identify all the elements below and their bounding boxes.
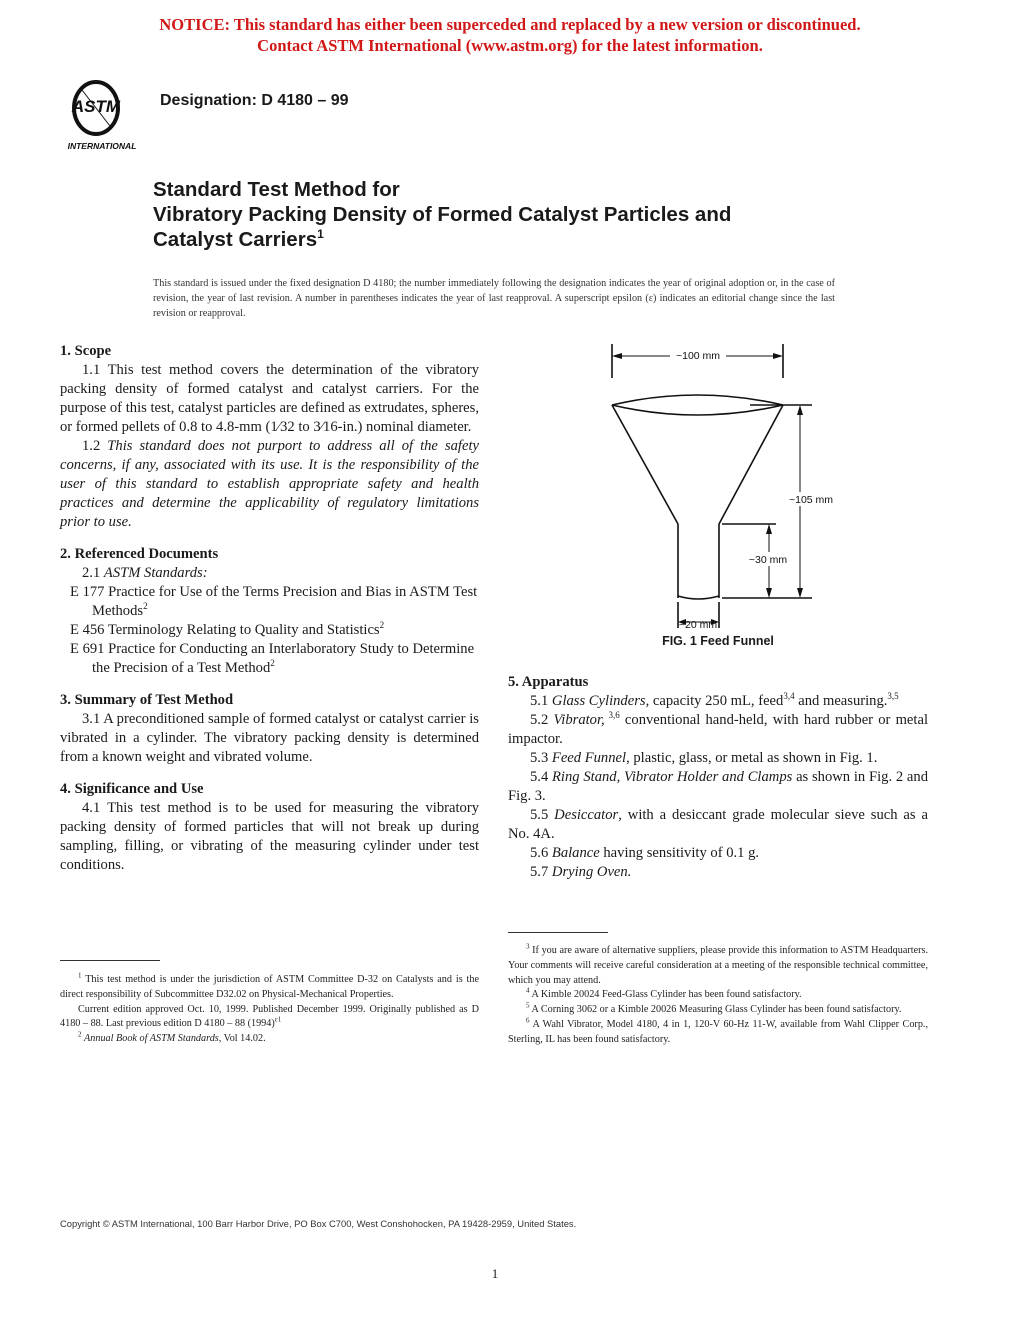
footnote-3 xyxy=(508,944,928,988)
section-3-1: 3.1 A preconditioned sample of formed catalyst or catalyst carrier is vibrated in a cylinder. The vibratory packing density is determined from a known weight and vibrated volume. xyxy=(60,711,479,765)
section-2-1-number: 2.1 xyxy=(82,565,101,581)
notice-line-2: Contact ASTM International (www.astm.org) for the latest information. xyxy=(257,36,763,55)
ref-e691-fn[interactable]: 2 xyxy=(270,658,275,669)
dim-bottom-label: ~20 mm xyxy=(678,619,718,631)
section-1-2-text: This standard does not purport to address all of the safety concerns, if any, associated with its use. It is the responsibility of the user of this standard to establish appropriate safety and health practices and determine the applicability of regulatory limitations prior to use. xyxy=(60,438,479,530)
title-line-2: Vibratory Packing Density of Formed Catalyst Particles and xyxy=(153,203,732,226)
designation: Designation: D 4180 – 99 xyxy=(160,92,349,109)
copyright-line: Copyright © ASTM International, 100 Barr Harbor Drive, PO Box C700, West Conshohocken, PA 19428-2959, United States. xyxy=(60,1218,577,1229)
apparatus-5-4-number: 5.4 xyxy=(530,769,549,785)
apparatus-5-5 xyxy=(508,806,928,844)
figure-caption: FIG. 1 Feed Funnel xyxy=(662,634,774,648)
svg-text:INTERNATIONAL: INTERNATIONAL xyxy=(67,141,137,151)
footnote-4 xyxy=(508,988,928,1003)
apparatus-5-5-number: 5.5 xyxy=(530,807,549,823)
section-2-1 xyxy=(60,564,479,583)
apparatus-5-2-number: 5.2 xyxy=(530,712,549,728)
ref-e177 xyxy=(60,583,479,621)
apparatus-5-1-fn-a[interactable]: 3,4 xyxy=(783,691,795,702)
footnote-1-epsilon: ε1 xyxy=(274,1016,282,1024)
ref-e177-text: E 177 Practice for Use of the Terms Precision and Bias in ASTM Test Methods xyxy=(70,584,478,619)
section-1-1: 1.1 This test method covers the determination of the vibratory packing density of formed catalyst and catalyst carriers. For the purpose of this test, catalyst particles are defined as extrudates, spheres, or formed pellets of 0.8 to 4.8-mm (1⁄32 to 3⁄16-in.) nominal diameter. xyxy=(60,362,479,435)
apparatus-5-7-number: 5.7 xyxy=(530,864,549,880)
ref-e177-fn[interactable]: 2 xyxy=(143,601,148,612)
issuance-note: This standard is issued under the fixed designation D 4180; the number immediately following the designation indicates the year of original adoption or, in the case of revision, the year of last revision. A number in parentheses indicates the year of last reapproval. A superscript epsilon (ε) indicates an editorial change since the last revision or reapproval. xyxy=(153,278,835,319)
footnote-1-edition-text: Current edition approved Oct. 10, 1999. Published December 1999. Originally published as D 4180 – 88. Last previous edition D 4180 – 88 (1994) xyxy=(60,1003,479,1030)
footnote-4-text: A Kimble 20024 Feed-Glass Cylinder has been found satisfactory. xyxy=(531,989,802,1001)
apparatus-5-1-text2: and measuring. xyxy=(794,693,888,709)
apparatus-5-1-text: , capacity 250 mL, feed xyxy=(645,693,784,709)
left-column xyxy=(60,342,479,875)
title-line-1: Standard Test Method for xyxy=(153,178,400,201)
section-4-heading: 4. Significance and Use xyxy=(60,781,204,797)
title-line-3 xyxy=(153,227,731,252)
apparatus-5-4-text: as shown in Fig. 2 and Fig. 3. xyxy=(508,769,928,804)
apparatus-5-4-term: Ring Stand, Vibrator Holder and Clamps xyxy=(552,769,793,785)
footnote-1-edition xyxy=(60,1003,479,1033)
svg-text:ASTM: ASTM xyxy=(71,97,121,116)
section-4-1: 4.1 This test method is to be used for measuring the vibratory packing density of formed particles that will not break up during sampling, filling, or vibrating of the measuring cylinder under test conditions. xyxy=(60,800,479,873)
footnote-5 xyxy=(508,1003,928,1018)
title-line-3-text: Catalyst Carriers xyxy=(153,228,318,251)
ref-e456 xyxy=(60,621,479,640)
apparatus-5-2-fn[interactable]: 3,6 xyxy=(604,710,620,721)
apparatus-5-4 xyxy=(508,768,928,806)
footnote-2 xyxy=(60,1032,479,1047)
footnote-rule-right xyxy=(508,932,608,933)
apparatus-5-1-term: Glass Cylinders xyxy=(551,693,646,709)
section-1-2-number: 1.2 xyxy=(82,438,101,454)
supersede-notice xyxy=(0,14,1020,56)
footnote-1 xyxy=(60,973,479,1003)
ref-e691 xyxy=(60,640,479,678)
footnote-6-marker: 6 xyxy=(526,1016,530,1025)
dim-top-label: ~100 mm xyxy=(675,350,721,362)
section-2-1-text: ASTM Standards: xyxy=(103,565,208,581)
notice-line-1: NOTICE: This standard has either been superceded and replaced by a new version or discontinued. xyxy=(159,15,861,34)
footnotes-left xyxy=(60,973,479,1047)
footnote-5-marker: 5 xyxy=(526,1001,530,1010)
apparatus-5-5-term: Desiccator xyxy=(554,807,619,823)
section-2-heading: 2. Referenced Documents xyxy=(60,546,219,562)
section-5-heading: 5. Apparatus xyxy=(508,674,589,690)
section-1-heading: 1. Scope xyxy=(60,343,112,359)
footnote-1-text: This test method is under the jurisdiction of ASTM Committee D-32 on Catalysts and is the direct responsibility of Subcommittee D32.02 on Physical-Mechanical Properties. xyxy=(60,974,479,1000)
astm-logo xyxy=(60,78,150,154)
ref-e456-text: E 456 Terminology Relating to Quality and Statistics xyxy=(70,622,380,638)
footnote-1-marker: 1 xyxy=(78,971,82,980)
dim-height-label: ~105 mm xyxy=(788,494,834,506)
ref-e456-fn[interactable]: 2 xyxy=(379,620,385,631)
apparatus-5-6-term: Balance xyxy=(551,845,600,861)
ref-e691-text: E 691 Practice for Conducting an Interlaboratory Study to Determine the Precision of a Test Method xyxy=(70,641,475,676)
footnote-rule-left xyxy=(60,960,160,961)
apparatus-5-3-number: 5.3 xyxy=(530,750,549,766)
footnote-3-text: If you are aware of alternative suppliers, please provide this information to ASTM Headquarters. Your comments will receive careful consideration at a meeting of the responsible technical committee, which you may attend. xyxy=(508,945,928,986)
document-title xyxy=(153,177,731,252)
apparatus-5-2 xyxy=(508,711,928,749)
footnote-6-text: A Wahl Vibrator, Model 4180, 4 in 1, 120-V 60-Hz 11-W, available from Wahl Clipper Corp., Sterling, IL has been found satisfactory. xyxy=(508,1018,929,1045)
dim-stem-label: ~30 mm xyxy=(748,554,788,566)
apparatus-5-2-term: Vibrator, xyxy=(553,712,605,728)
section-1-2 xyxy=(60,437,479,532)
apparatus-5-3-text: , plastic, glass, or metal as shown in Fig. 1. xyxy=(626,750,878,766)
apparatus-5-6 xyxy=(508,844,928,863)
apparatus-5-1-number: 5.1 xyxy=(530,693,549,709)
footnote-2-marker: 2 xyxy=(78,1030,82,1039)
apparatus-5-1-fn-b[interactable]: 3,5 xyxy=(887,691,899,702)
footnote-2-tail: , Vol 14.02. xyxy=(218,1033,266,1045)
apparatus-5-6-number: 5.6 xyxy=(530,845,549,861)
apparatus-5-2-text: conventional hand-held, with hard rubber or metal impactor. xyxy=(508,712,928,747)
apparatus-5-1 xyxy=(508,692,928,711)
page-number: 1 xyxy=(491,1266,499,1281)
footnote-3-marker: 3 xyxy=(526,942,530,951)
footnote-5-text: A Corning 3062 or a Kimble 20026 Measuring Glass Cylinder has been found satisfactory. xyxy=(531,1004,902,1016)
section-3-heading: 3. Summary of Test Method xyxy=(60,692,234,708)
apparatus-5-5-text: , with a desiccant grade molecular sieve such as a No. 4A. xyxy=(508,807,928,842)
apparatus-5-7 xyxy=(508,863,928,882)
footnote-4-marker: 4 xyxy=(526,987,530,995)
footnotes-right xyxy=(508,944,928,1048)
apparatus-5-3-term: Feed Funnel xyxy=(551,750,627,766)
apparatus-5-6-text: having sensitivity of 0.1 g. xyxy=(599,845,760,861)
apparatus-5-3 xyxy=(508,749,928,768)
footnote-2-title: Annual Book of ASTM Standards xyxy=(84,1033,219,1045)
title-footnote-marker[interactable]: 1 xyxy=(317,227,324,242)
footnote-6 xyxy=(508,1018,928,1048)
apparatus-5-7-term: Drying Oven. xyxy=(551,864,632,880)
right-column xyxy=(508,673,928,882)
feed-funnel-figure xyxy=(600,340,840,640)
